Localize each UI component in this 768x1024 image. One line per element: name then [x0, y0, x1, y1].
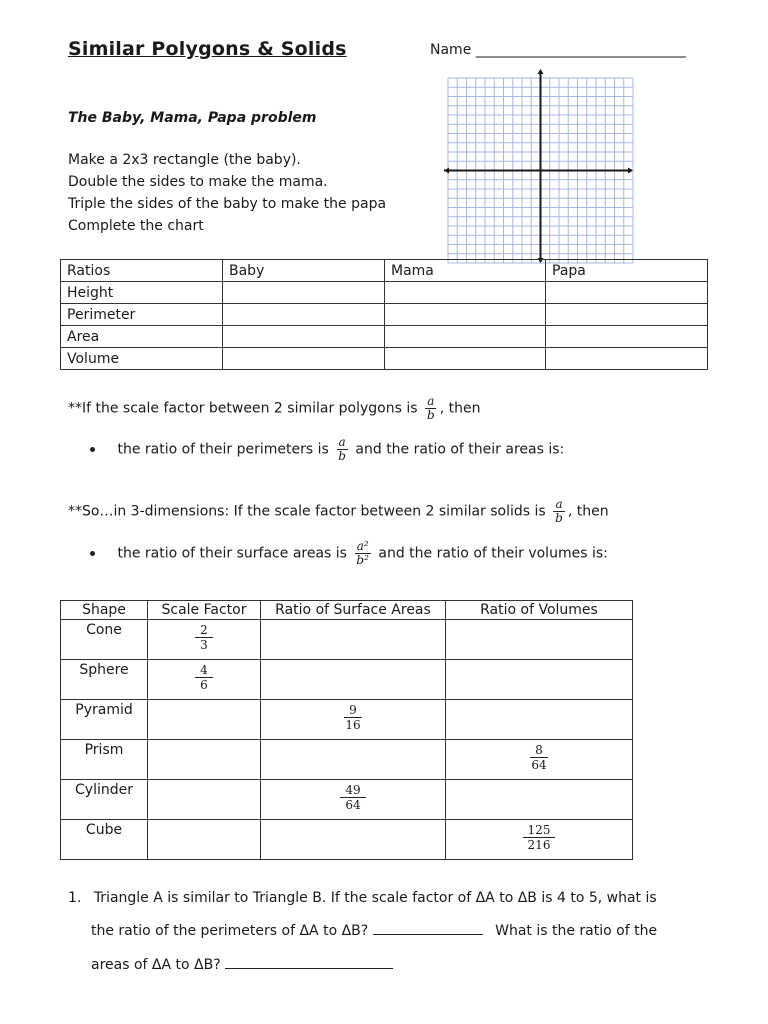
- answer-cell[interactable]: [223, 282, 385, 304]
- header-cell: Ratio of Surface Areas: [261, 601, 446, 620]
- name-field[interactable]: [430, 42, 686, 58]
- fraction-denominator: 3: [200, 638, 208, 652]
- coordinate-grid-graphic: [444, 68, 634, 264]
- fraction-denominator: 16: [345, 718, 361, 732]
- fraction-denominator: b²: [356, 553, 369, 567]
- scale-factor-cell[interactable]: [148, 620, 261, 660]
- answer-cell[interactable]: [546, 282, 708, 304]
- header-cell: Ratios: [61, 260, 223, 282]
- shape-cell: Pyramid: [61, 700, 148, 740]
- worksheet-title: Similar Polygons & Solids: [68, 38, 347, 60]
- surface-area-cell[interactable]: [261, 660, 446, 700]
- table-row: [61, 740, 633, 780]
- surface-area-cell[interactable]: [261, 820, 446, 860]
- statement-text: , then: [439, 400, 481, 417]
- surface-area-cell[interactable]: [261, 620, 446, 660]
- fraction: [340, 703, 365, 732]
- question-text: Triangle A is similar to Triangle B. If the scale factor of ΔA to ΔB is 4 to 5, what is: [93, 890, 657, 906]
- table-row: [61, 700, 633, 740]
- row-label: Perimeter: [61, 304, 223, 326]
- question-number: 1.: [68, 890, 82, 906]
- problem-subtitle: The Baby, Mama, Papa problem: [68, 110, 317, 126]
- solid-bullet: [90, 540, 608, 567]
- scale-factor-cell[interactable]: [148, 780, 261, 820]
- fraction-numerator: a: [427, 394, 435, 408]
- table-row: [61, 820, 633, 860]
- coordinate-grid: [444, 68, 634, 264]
- shape-cell: Sphere: [61, 660, 148, 700]
- instruction-line: Make a 2x3 rectangle (the baby).: [68, 152, 301, 168]
- row-label: Volume: [61, 348, 223, 370]
- volume-cell[interactable]: [446, 700, 633, 740]
- instruction-line: Double the sides to make the mama.: [68, 174, 328, 190]
- scale-factor-cell[interactable]: [148, 820, 261, 860]
- header-cell: Shape: [61, 601, 148, 620]
- header-cell: Ratio of Volumes: [446, 601, 633, 620]
- shape-cell: Cylinder: [61, 780, 148, 820]
- volume-cell[interactable]: [446, 740, 633, 780]
- fraction: [523, 823, 556, 852]
- answer-cell[interactable]: [223, 304, 385, 326]
- shape-cell: Prism: [61, 740, 148, 780]
- answer-cell[interactable]: [546, 326, 708, 348]
- table-header-row: [61, 601, 633, 620]
- area-ratio-answer-blank[interactable]: [225, 968, 393, 969]
- fraction-numerator: a: [555, 497, 563, 511]
- statement-text: **If the scale factor between 2 similar polygons is: [68, 400, 418, 417]
- fraction-numerator: a²: [356, 539, 369, 553]
- name-label: Name: [430, 42, 472, 58]
- question-1-line: [91, 923, 657, 939]
- perimeter-ratio-answer-blank[interactable]: [373, 934, 483, 935]
- bullet-text: and the ratio of their volumes is:: [378, 545, 608, 562]
- volume-cell[interactable]: [446, 620, 633, 660]
- fraction-a-over-b: [336, 436, 348, 463]
- table-row: [61, 326, 708, 348]
- fraction-numerator: 125: [523, 823, 556, 838]
- question-1-line: [91, 957, 393, 973]
- scale-factor-cell[interactable]: [148, 660, 261, 700]
- bullet-text: the ratio of their perimeters is: [117, 441, 329, 458]
- table-row: [61, 780, 633, 820]
- volume-cell[interactable]: [446, 660, 633, 700]
- fraction-a2-over-b2: [354, 540, 371, 567]
- fraction-denominator: 64: [345, 798, 361, 812]
- fraction: [195, 663, 213, 692]
- table-row: [61, 348, 708, 370]
- fraction-denominator: b: [338, 449, 346, 463]
- bullet-icon: [90, 551, 95, 556]
- fraction-denominator: 64: [531, 758, 547, 772]
- table-row: [61, 304, 708, 326]
- surface-area-cell[interactable]: [261, 740, 446, 780]
- instruction-line: Complete the chart: [68, 218, 204, 234]
- shape-cell: Cone: [61, 620, 148, 660]
- surface-area-cell[interactable]: [261, 700, 446, 740]
- instruction-line: Triple the sides of the baby to make the papa: [68, 196, 387, 212]
- fraction: [195, 623, 213, 652]
- answer-cell[interactable]: [223, 348, 385, 370]
- table-row: [61, 620, 633, 660]
- fraction-numerator: 2: [195, 623, 213, 638]
- table-row: [61, 282, 708, 304]
- fraction-numerator: 9: [344, 703, 362, 718]
- statement-text: , then: [567, 503, 609, 520]
- fraction-denominator: 216: [527, 838, 551, 852]
- x-axis-arrow-icon: [444, 168, 449, 174]
- answer-cell[interactable]: [385, 348, 546, 370]
- volume-cell[interactable]: [446, 820, 633, 860]
- solid-scale-statement: [68, 498, 609, 525]
- header-cell: Scale Factor: [148, 601, 261, 620]
- shape-cell: Cube: [61, 820, 148, 860]
- question-text: the ratio of the perimeters of ΔA to ΔB?: [91, 923, 369, 939]
- x-axis-arrow-icon: [628, 168, 633, 174]
- answer-cell[interactable]: [546, 348, 708, 370]
- question-text: What is the ratio of the: [495, 923, 658, 939]
- fraction-numerator: a: [338, 435, 346, 449]
- row-label: Height: [61, 282, 223, 304]
- bullet-icon: [90, 447, 95, 452]
- header-cell: Mama: [385, 260, 546, 282]
- scale-factor-cell[interactable]: [148, 700, 261, 740]
- surface-area-cell[interactable]: [261, 780, 446, 820]
- scale-factor-cell[interactable]: [148, 740, 261, 780]
- fraction: [340, 783, 365, 812]
- question-text: areas of ΔA to ΔB?: [91, 957, 221, 973]
- volume-cell[interactable]: [446, 780, 633, 820]
- answer-cell[interactable]: [223, 326, 385, 348]
- statement-text: **So…in 3-dimensions: If the scale factor between 2 similar solids is: [68, 503, 546, 520]
- table-header-row: [61, 260, 708, 282]
- name-blank: ______________________________: [475, 42, 686, 58]
- fraction-denominator: 6: [200, 678, 208, 692]
- fraction-a-over-b: [425, 395, 437, 422]
- header-cell: Papa: [546, 260, 708, 282]
- fraction-numerator: 4: [195, 663, 213, 678]
- fraction-numerator: 49: [340, 783, 365, 798]
- table-row: [61, 660, 633, 700]
- y-axis-arrow-icon: [538, 69, 544, 74]
- fraction-denominator: b: [555, 511, 563, 525]
- ratios-table: [60, 259, 708, 370]
- polygon-scale-statement: [68, 395, 480, 422]
- bullet-text: and the ratio of their areas is:: [355, 441, 565, 458]
- polygon-bullet: [90, 436, 564, 463]
- answer-cell[interactable]: [385, 282, 546, 304]
- fraction-denominator: b: [427, 408, 435, 422]
- answer-cell[interactable]: [385, 304, 546, 326]
- fraction-a-over-b: [553, 498, 565, 525]
- bullet-text: the ratio of their surface areas is: [117, 545, 347, 562]
- header-cell: Baby: [223, 260, 385, 282]
- question-1-line: [68, 890, 657, 906]
- fraction: [526, 743, 551, 772]
- answer-cell[interactable]: [546, 304, 708, 326]
- fraction-numerator: 8: [530, 743, 548, 758]
- answer-cell[interactable]: [385, 326, 546, 348]
- solids-table: [60, 600, 633, 860]
- row-label: Area: [61, 326, 223, 348]
